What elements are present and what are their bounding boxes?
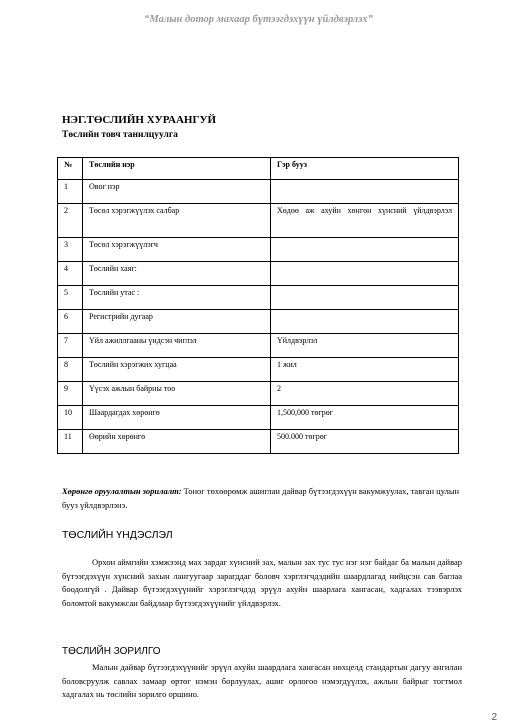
section-title-rationale: ТӨСЛИЙН ҮНДЭСЛЭЛ — [62, 529, 173, 541]
row-field: Төслийн хаяг: — [83, 262, 271, 286]
row-number: 9 — [58, 382, 83, 406]
row-number: 8 — [58, 358, 83, 382]
row-value — [271, 180, 459, 204]
table-row — [58, 334, 459, 358]
row-value — [271, 310, 459, 334]
row-field: Овог нэр — [83, 180, 271, 204]
table-row — [58, 310, 459, 334]
row-value: 1,500,000 төгрөг — [271, 406, 459, 430]
table-row — [58, 430, 459, 454]
row-number: 7 — [58, 334, 83, 358]
row-field: Үйл ажиллгааны үндсэн чиглэл — [83, 334, 271, 358]
document-header: “Малын дотор махаар бүтээгдэхүүн үйлдвэрлэх” — [144, 14, 373, 25]
row-number: 4 — [58, 262, 83, 286]
table-row — [58, 382, 459, 406]
rationale-paragraph: Орхон аймгийн хэмжээнд мах зардаг хүнсний зах, малын зах тус тус нэг нэг байдаг ба малын дайвар бүтээгдэхүүн хүнсний захын лангуугаар зарагддаг боловч хэрглэгчдэдийн шаардлагад нийцсэн сав баглаа боодолгүй . Дайвар бүтээгдэхүүнийг хэрэглэгчдэд эрүүл ахуйн шаарлага хангасан, хадгалах тээвэрлэх боломтой вакумжсан байдлаар бүтээгдэхүүнийг үйлдвэрлэх. — [62, 557, 462, 608]
row-field: Төслийн утас : — [83, 286, 271, 310]
table-row — [58, 204, 459, 238]
investment-purpose — [62, 484, 462, 512]
section-subtitle: Төслийн товч танилцуулга — [62, 130, 178, 140]
table-row — [58, 238, 459, 262]
project-brief-table — [57, 157, 459, 454]
row-number: 2 — [58, 204, 83, 238]
row-field: Төсөл хэрэгжүүлэх салбар — [83, 204, 271, 238]
row-number: 10 — [58, 406, 83, 430]
row-value — [271, 262, 459, 286]
row-number: 11 — [58, 430, 83, 454]
col-header-number: № — [58, 158, 83, 180]
table-row — [58, 406, 459, 430]
table-header-row — [58, 158, 459, 180]
row-value — [271, 238, 459, 262]
row-field: Төсөл хэрэгжүүлэгч — [83, 238, 271, 262]
table-row — [58, 262, 459, 286]
row-field: Регистрийн дугаар — [83, 310, 271, 334]
row-field: Төслийн хэрэгжих хугцаа — [83, 358, 271, 382]
objective-paragraph: Малын дайвар бүтээгдэхүүнийг эрүүл ахуйн шаардлага хангасан нөхцелд стандартын дагуу ангилан боловсруулж савлах замаар өртөг нэмэн борлуулах, ашиг орлогоо нэмэгдүүлэх, ажлын байрыг тогтмол хадгалах нь төслийн зорилго оршино. — [62, 662, 462, 699]
row-number: 1 — [58, 180, 83, 204]
row-value: Үйлдвэрлэл — [271, 334, 459, 358]
row-value: Хөдөө аж ахуйн хөнгөн хүнсний үйлдвэрлэл — [271, 204, 459, 238]
row-value: 500.000 төгрөг — [271, 430, 459, 454]
row-number: 5 — [58, 286, 83, 310]
row-number: 3 — [58, 238, 83, 262]
row-field: Өөрийн хөрөнгө — [83, 430, 271, 454]
row-value: 2 — [271, 382, 459, 406]
col-header-field: Төслийн нэр — [83, 158, 271, 180]
row-value: 1 жил — [271, 358, 459, 382]
row-number: 6 — [58, 310, 83, 334]
page-number: 2 — [491, 712, 497, 723]
col-header-value: Гэр бууз — [271, 158, 459, 180]
investment-purpose-text: Тоног төхөөрөмж ашиглан дайвар бүтээгдэхүүн вакумжуулах, тавган цулын бууз үйлдвэрлэнэ. — [62, 486, 460, 510]
section-title-summary: НЭГ.ТӨСЛИЙН ХУРААНГУЙ — [62, 114, 217, 126]
table-row — [58, 358, 459, 382]
row-field: Шаардагдах хөрөнгө — [83, 406, 271, 430]
row-field: Үүсэх ажлын байрны тоо — [83, 382, 271, 406]
table-row — [58, 180, 459, 204]
table-row — [58, 286, 459, 310]
section-title-objective: ТӨСЛИЙН ЗОРИЛГО — [62, 646, 161, 657]
investment-purpose-label: Хөрөнгө оруулалтын зорилалт: — [62, 486, 182, 496]
row-value — [271, 286, 459, 310]
